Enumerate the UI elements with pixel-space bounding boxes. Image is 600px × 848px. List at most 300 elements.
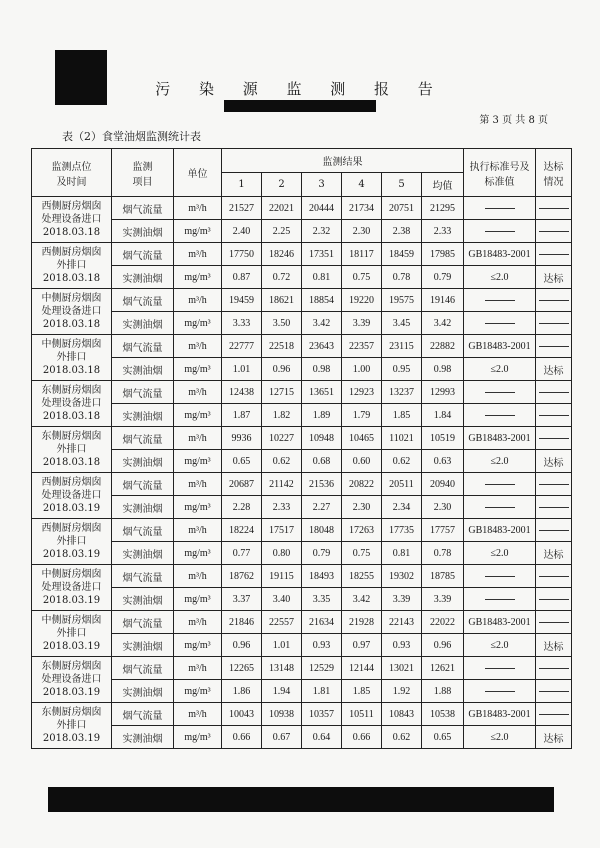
- status-cell: [536, 496, 572, 519]
- table-row: [32, 726, 572, 749]
- result-value: 3.42: [342, 588, 382, 611]
- result-value: 10043: [222, 703, 262, 726]
- status-cell: [536, 220, 572, 243]
- table-row: [32, 634, 572, 657]
- status-cell: [536, 519, 572, 542]
- table-row: [32, 220, 572, 243]
- monitoring-item: 烟气流量: [112, 473, 174, 496]
- result-value: 0.81: [302, 266, 342, 289]
- result-value: 21634: [302, 611, 342, 634]
- monitoring-location: 西侧厨房烟囱 处理设备进口 2018.03.18: [32, 197, 112, 243]
- table-row: [32, 542, 572, 565]
- result-value: 0.65: [222, 450, 262, 473]
- unit-cell: mg/m³: [174, 634, 222, 657]
- dash-mark: [485, 415, 515, 416]
- result-value: 0.60: [342, 450, 382, 473]
- standard-cell: [464, 312, 536, 335]
- result-value: 21734: [342, 197, 382, 220]
- result-value: 22557: [262, 611, 302, 634]
- result-value: 0.77: [222, 542, 262, 565]
- dash-mark: [539, 691, 569, 692]
- mean-value: 0.79: [422, 266, 464, 289]
- dash-mark: [539, 231, 569, 232]
- dash-mark: [485, 208, 515, 209]
- result-value: 18117: [342, 243, 382, 266]
- status-cell: [536, 404, 572, 427]
- col-header-status: 达标 情况: [536, 149, 572, 197]
- result-value: 2.25: [262, 220, 302, 243]
- standard-cell: [464, 657, 536, 680]
- result-value: 22518: [262, 335, 302, 358]
- unit-cell: m³/h: [174, 657, 222, 680]
- result-value: 10357: [302, 703, 342, 726]
- status-cell: [536, 588, 572, 611]
- status-cell: 达标: [536, 634, 572, 657]
- monitoring-item: 实测油烟: [112, 450, 174, 473]
- result-value: 18048: [302, 519, 342, 542]
- dash-mark: [539, 576, 569, 577]
- result-value: 18493: [302, 565, 342, 588]
- result-value: 1.81: [302, 680, 342, 703]
- dash-mark: [539, 300, 569, 301]
- monitoring-item: 实测油烟: [112, 358, 174, 381]
- dash-mark: [485, 300, 515, 301]
- table-row: [32, 657, 572, 680]
- unit-cell: mg/m³: [174, 680, 222, 703]
- unit-cell: m³/h: [174, 289, 222, 312]
- mean-value: 12621: [422, 657, 464, 680]
- unit-cell: m³/h: [174, 703, 222, 726]
- monitoring-location: 中侧厨房烟囱 外排口 2018.03.18: [32, 335, 112, 381]
- result-value: 18224: [222, 519, 262, 542]
- status-cell: [536, 657, 572, 680]
- dash-mark: [485, 323, 515, 324]
- standard-cell: ≤2.0: [464, 358, 536, 381]
- unit-cell: mg/m³: [174, 220, 222, 243]
- result-value: 0.79: [302, 542, 342, 565]
- dash-mark: [485, 507, 515, 508]
- standard-cell: [464, 588, 536, 611]
- dash-mark: [485, 484, 515, 485]
- result-value: 22357: [342, 335, 382, 358]
- result-value: 22777: [222, 335, 262, 358]
- result-value: 19302: [382, 565, 422, 588]
- monitoring-item: 实测油烟: [112, 588, 174, 611]
- status-cell: 达标: [536, 726, 572, 749]
- result-value: 2.28: [222, 496, 262, 519]
- result-value: 19575: [382, 289, 422, 312]
- table-row: [32, 473, 572, 496]
- mean-value: 2.33: [422, 220, 464, 243]
- col-header-result-3: 3: [302, 173, 342, 197]
- result-value: 1.00: [342, 358, 382, 381]
- unit-cell: mg/m³: [174, 542, 222, 565]
- monitoring-location: 中侧厨房烟囱 外排口 2018.03.19: [32, 611, 112, 657]
- result-value: 0.97: [342, 634, 382, 657]
- table-row: [32, 703, 572, 726]
- status-cell: 达标: [536, 358, 572, 381]
- monitoring-item: 烟气流量: [112, 427, 174, 450]
- unit-cell: mg/m³: [174, 266, 222, 289]
- status-cell: [536, 565, 572, 588]
- mean-value: 22022: [422, 611, 464, 634]
- mean-value: 0.78: [422, 542, 464, 565]
- result-value: 0.81: [382, 542, 422, 565]
- mean-value: 0.63: [422, 450, 464, 473]
- unit-cell: m³/h: [174, 565, 222, 588]
- unit-cell: m³/h: [174, 335, 222, 358]
- col-header-result-4: 4: [342, 173, 382, 197]
- result-value: 0.96: [222, 634, 262, 657]
- table-row: [32, 358, 572, 381]
- status-cell: [536, 197, 572, 220]
- status-cell: [536, 381, 572, 404]
- result-value: 3.39: [342, 312, 382, 335]
- monitoring-item: 烟气流量: [112, 703, 174, 726]
- result-value: 12144: [342, 657, 382, 680]
- result-value: 0.87: [222, 266, 262, 289]
- monitoring-location: 西侧厨房烟囱 外排口 2018.03.19: [32, 519, 112, 565]
- monitoring-item: 烟气流量: [112, 657, 174, 680]
- result-value: 0.67: [262, 726, 302, 749]
- result-value: 1.79: [342, 404, 382, 427]
- monitoring-item: 烟气流量: [112, 565, 174, 588]
- dash-mark: [539, 415, 569, 416]
- status-cell: [536, 289, 572, 312]
- dash-mark: [539, 484, 569, 485]
- table-row: [32, 312, 572, 335]
- result-value: 0.72: [262, 266, 302, 289]
- monitoring-item: 实测油烟: [112, 634, 174, 657]
- result-value: 10227: [262, 427, 302, 450]
- result-value: 0.96: [262, 358, 302, 381]
- monitoring-item: 实测油烟: [112, 404, 174, 427]
- result-value: 19220: [342, 289, 382, 312]
- standard-cell: [464, 496, 536, 519]
- dash-mark: [485, 668, 515, 669]
- result-value: 0.78: [382, 266, 422, 289]
- col-header-location: 监测点位 及时间: [32, 149, 112, 197]
- unit-cell: m³/h: [174, 243, 222, 266]
- table-row: [32, 565, 572, 588]
- result-value: 0.66: [342, 726, 382, 749]
- mean-value: 17757: [422, 519, 464, 542]
- monitoring-location: 西侧厨房烟囱 处理设备进口 2018.03.19: [32, 473, 112, 519]
- unit-cell: m³/h: [174, 197, 222, 220]
- result-value: 18246: [262, 243, 302, 266]
- monitoring-item: 烟气流量: [112, 335, 174, 358]
- standard-cell: [464, 404, 536, 427]
- result-value: 3.33: [222, 312, 262, 335]
- result-value: 2.34: [382, 496, 422, 519]
- dash-mark: [539, 599, 569, 600]
- result-value: 2.32: [302, 220, 342, 243]
- monitoring-location: 东侧厨房烟囱 处理设备进口 2018.03.18: [32, 381, 112, 427]
- standard-cell: [464, 220, 536, 243]
- result-value: 3.37: [222, 588, 262, 611]
- result-value: 18762: [222, 565, 262, 588]
- mean-value: 20940: [422, 473, 464, 496]
- result-value: 10511: [342, 703, 382, 726]
- result-value: 22143: [382, 611, 422, 634]
- dash-mark: [485, 576, 515, 577]
- table-row: [32, 427, 572, 450]
- result-value: 18621: [262, 289, 302, 312]
- result-value: 21846: [222, 611, 262, 634]
- monitoring-location: 东侧厨房烟囱 外排口 2018.03.18: [32, 427, 112, 473]
- result-value: 13237: [382, 381, 422, 404]
- result-value: 12715: [262, 381, 302, 404]
- standard-cell: ≤2.0: [464, 450, 536, 473]
- unit-cell: m³/h: [174, 611, 222, 634]
- mean-value: 18785: [422, 565, 464, 588]
- result-value: 0.68: [302, 450, 342, 473]
- dash-mark: [539, 622, 569, 623]
- result-value: 22021: [262, 197, 302, 220]
- result-value: 3.39: [382, 588, 422, 611]
- table-body: [32, 197, 572, 749]
- monitoring-item: 实测油烟: [112, 496, 174, 519]
- status-cell: 达标: [536, 450, 572, 473]
- result-value: 10465: [342, 427, 382, 450]
- result-value: 20687: [222, 473, 262, 496]
- status-cell: 达标: [536, 542, 572, 565]
- standard-cell: [464, 381, 536, 404]
- status-cell: [536, 703, 572, 726]
- monitoring-item: 烟气流量: [112, 519, 174, 542]
- result-value: 3.42: [302, 312, 342, 335]
- result-value: 20444: [302, 197, 342, 220]
- result-value: 0.75: [342, 266, 382, 289]
- dash-mark: [539, 714, 569, 715]
- dash-mark: [539, 438, 569, 439]
- unit-cell: mg/m³: [174, 588, 222, 611]
- oil-smoke-stats-table: [31, 148, 572, 749]
- table-row: [32, 496, 572, 519]
- standard-cell: [464, 473, 536, 496]
- unit-cell: mg/m³: [174, 726, 222, 749]
- result-value: 18854: [302, 289, 342, 312]
- unit-cell: mg/m³: [174, 450, 222, 473]
- standard-cell: ≤2.0: [464, 266, 536, 289]
- result-value: 0.75: [342, 542, 382, 565]
- mean-value: 17985: [422, 243, 464, 266]
- result-value: 23115: [382, 335, 422, 358]
- standard-cell: GB18483-2001: [464, 519, 536, 542]
- table-row: [32, 197, 572, 220]
- monitoring-location: 东侧厨房烟囱 处理设备进口 2018.03.19: [32, 657, 112, 703]
- dash-mark: [539, 254, 569, 255]
- result-value: 19115: [262, 565, 302, 588]
- standard-cell: GB18483-2001: [464, 703, 536, 726]
- monitoring-item: 实测油烟: [112, 726, 174, 749]
- result-value: 20751: [382, 197, 422, 220]
- monitoring-item: 实测油烟: [112, 312, 174, 335]
- result-value: 10843: [382, 703, 422, 726]
- result-value: 2.30: [342, 220, 382, 243]
- result-value: 1.86: [222, 680, 262, 703]
- result-value: 0.80: [262, 542, 302, 565]
- result-value: 1.89: [302, 404, 342, 427]
- result-value: 0.98: [302, 358, 342, 381]
- mean-value: 3.42: [422, 312, 464, 335]
- monitoring-location: 东侧厨房烟囱 外排口 2018.03.19: [32, 703, 112, 749]
- result-value: 17263: [342, 519, 382, 542]
- result-value: 18459: [382, 243, 422, 266]
- header-row-1: [32, 149, 572, 173]
- mean-value: 1.88: [422, 680, 464, 703]
- result-value: 17750: [222, 243, 262, 266]
- unit-cell: m³/h: [174, 381, 222, 404]
- mean-value: 12993: [422, 381, 464, 404]
- result-value: 2.38: [382, 220, 422, 243]
- status-cell: [536, 611, 572, 634]
- result-value: 21142: [262, 473, 302, 496]
- result-value: 1.01: [262, 634, 302, 657]
- result-value: 3.50: [262, 312, 302, 335]
- monitoring-item: 烟气流量: [112, 289, 174, 312]
- dash-mark: [485, 691, 515, 692]
- monitoring-item: 实测油烟: [112, 680, 174, 703]
- table-title: 表（2）食堂油烟监测统计表: [62, 130, 201, 143]
- table-row: [32, 588, 572, 611]
- monitoring-item: 实测油烟: [112, 542, 174, 565]
- monitoring-item: 实测油烟: [112, 220, 174, 243]
- result-value: 18255: [342, 565, 382, 588]
- standard-cell: ≤2.0: [464, 726, 536, 749]
- mean-value: 10519: [422, 427, 464, 450]
- dash-mark: [539, 668, 569, 669]
- standard-cell: ≤2.0: [464, 634, 536, 657]
- result-value: 0.62: [262, 450, 302, 473]
- status-cell: [536, 473, 572, 496]
- status-cell: [536, 427, 572, 450]
- result-value: 1.01: [222, 358, 262, 381]
- table-row: [32, 266, 572, 289]
- standard-cell: GB18483-2001: [464, 611, 536, 634]
- unit-cell: mg/m³: [174, 358, 222, 381]
- standard-cell: GB18483-2001: [464, 243, 536, 266]
- result-value: 21928: [342, 611, 382, 634]
- monitoring-location: 中侧厨房烟囱 处理设备进口 2018.03.19: [32, 565, 112, 611]
- mean-value: 3.39: [422, 588, 464, 611]
- dash-mark: [539, 323, 569, 324]
- result-value: 0.62: [382, 450, 422, 473]
- col-header-unit: 单位: [174, 149, 222, 197]
- dash-mark: [485, 392, 515, 393]
- monitoring-item: 实测油烟: [112, 266, 174, 289]
- table-row: [32, 611, 572, 634]
- dash-mark: [539, 346, 569, 347]
- result-value: 21527: [222, 197, 262, 220]
- result-value: 19459: [222, 289, 262, 312]
- col-header-result-6: 均值: [422, 173, 464, 197]
- standard-cell: GB18483-2001: [464, 335, 536, 358]
- result-value: 12923: [342, 381, 382, 404]
- result-value: 11021: [382, 427, 422, 450]
- dash-mark: [539, 392, 569, 393]
- monitoring-location: 中侧厨房烟囱 处理设备进口 2018.03.18: [32, 289, 112, 335]
- table-row: [32, 450, 572, 473]
- result-value: 0.62: [382, 726, 422, 749]
- result-value: 13148: [262, 657, 302, 680]
- col-header-results: 监测结果: [222, 149, 464, 173]
- result-value: 17735: [382, 519, 422, 542]
- standard-cell: ≤2.0: [464, 542, 536, 565]
- result-value: 12265: [222, 657, 262, 680]
- result-value: 0.66: [222, 726, 262, 749]
- dash-mark: [539, 208, 569, 209]
- mean-value: 10538: [422, 703, 464, 726]
- page-number: 第 3 页 共 8 页: [479, 115, 548, 126]
- col-header-standard: 执行标准号及 标准值: [464, 149, 536, 197]
- result-value: 3.45: [382, 312, 422, 335]
- result-value: 0.93: [382, 634, 422, 657]
- result-value: 1.94: [262, 680, 302, 703]
- status-cell: 达标: [536, 266, 572, 289]
- unit-cell: mg/m³: [174, 404, 222, 427]
- status-cell: [536, 312, 572, 335]
- result-value: 10948: [302, 427, 342, 450]
- col-header-result-1: 1: [222, 173, 262, 197]
- result-value: 17351: [302, 243, 342, 266]
- monitoring-item: 烟气流量: [112, 381, 174, 404]
- result-value: 1.87: [222, 404, 262, 427]
- result-value: 1.85: [342, 680, 382, 703]
- monitoring-item: 烟气流量: [112, 611, 174, 634]
- mean-value: 0.96: [422, 634, 464, 657]
- result-value: 13651: [302, 381, 342, 404]
- result-value: 0.64: [302, 726, 342, 749]
- standard-cell: [464, 197, 536, 220]
- result-value: 3.40: [262, 588, 302, 611]
- unit-cell: mg/m³: [174, 312, 222, 335]
- table-row: [32, 335, 572, 358]
- table-row: [32, 381, 572, 404]
- result-value: 1.85: [382, 404, 422, 427]
- result-value: 1.92: [382, 680, 422, 703]
- mean-value: 21295: [422, 197, 464, 220]
- unit-cell: mg/m³: [174, 496, 222, 519]
- col-header-result-2: 2: [262, 173, 302, 197]
- result-value: 12529: [302, 657, 342, 680]
- table-row: [32, 519, 572, 542]
- standard-cell: GB18483-2001: [464, 427, 536, 450]
- dash-mark: [485, 599, 515, 600]
- redacted-footer-block: [48, 787, 554, 812]
- monitoring-item: 烟气流量: [112, 197, 174, 220]
- result-value: 17517: [262, 519, 302, 542]
- result-value: 12438: [222, 381, 262, 404]
- standard-cell: [464, 680, 536, 703]
- document-title: 污 染 源 监 测 报 告: [155, 80, 445, 98]
- mean-value: 2.30: [422, 496, 464, 519]
- result-value: 3.35: [302, 588, 342, 611]
- unit-cell: m³/h: [174, 519, 222, 542]
- status-cell: [536, 335, 572, 358]
- mean-value: 1.84: [422, 404, 464, 427]
- mean-value: 19146: [422, 289, 464, 312]
- result-value: 2.30: [342, 496, 382, 519]
- mean-value: 22882: [422, 335, 464, 358]
- result-value: 13021: [382, 657, 422, 680]
- unit-cell: m³/h: [174, 427, 222, 450]
- unit-cell: m³/h: [174, 473, 222, 496]
- standard-cell: [464, 565, 536, 588]
- monitoring-location: 西侧厨房烟囱 外排口 2018.03.18: [32, 243, 112, 289]
- redacted-title-block: [224, 100, 376, 112]
- monitoring-item: 烟气流量: [112, 243, 174, 266]
